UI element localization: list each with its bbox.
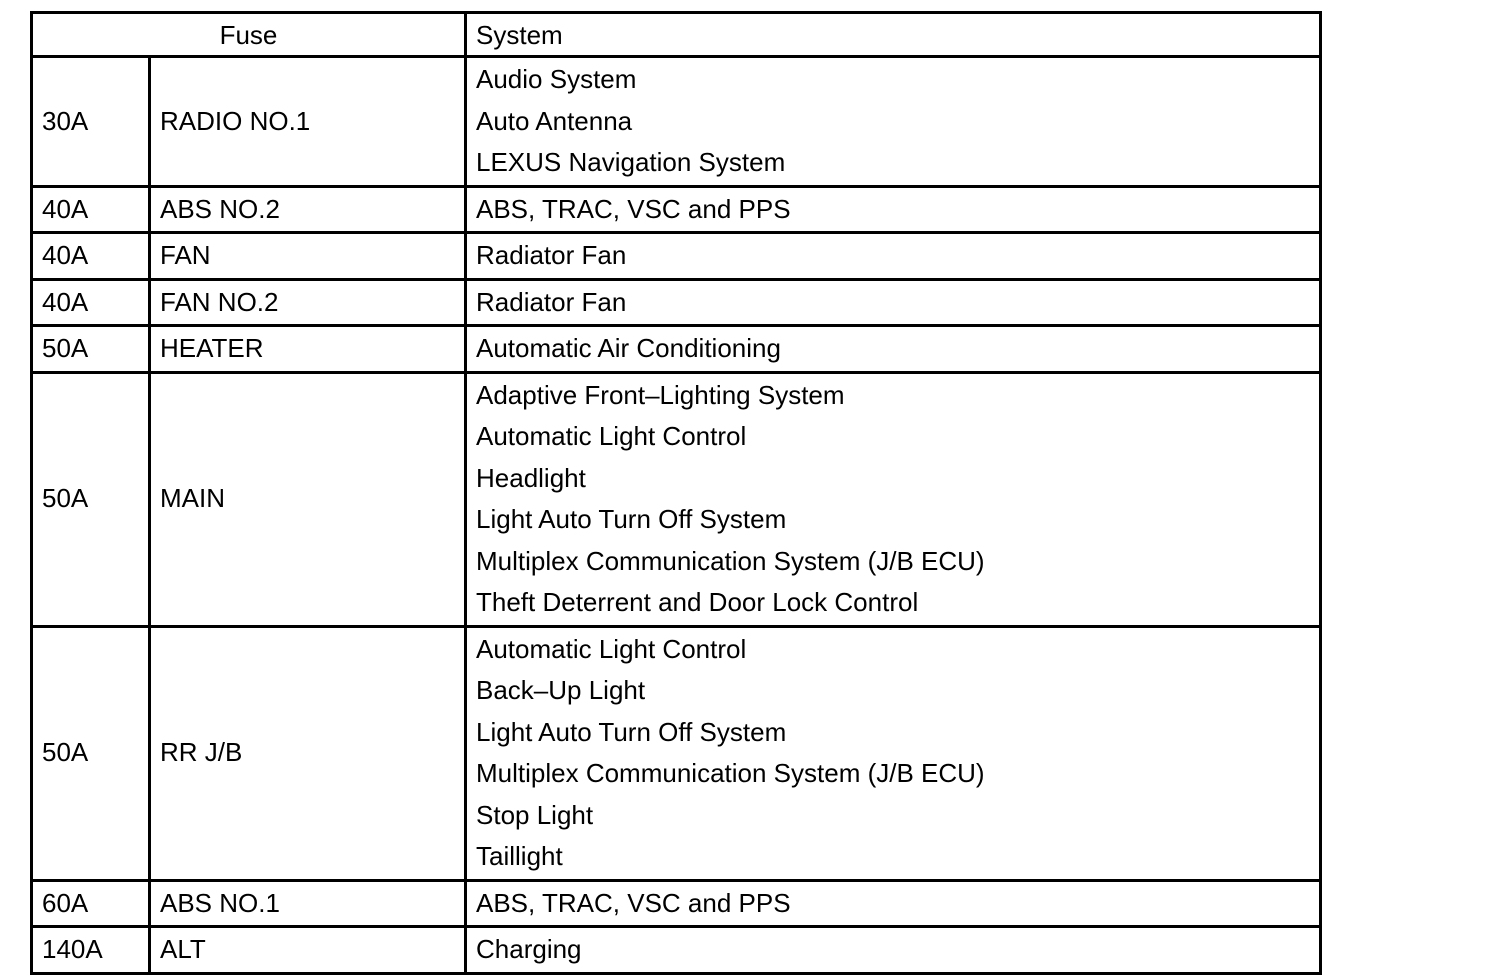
table-row xyxy=(32,57,1321,187)
system-item: Auto Antenna xyxy=(476,105,633,136)
system-item: Multiplex Communication System (J/B ECU) xyxy=(476,758,985,788)
system-item: Audio System xyxy=(476,64,637,94)
fuse-name-cell: HEATER xyxy=(150,326,466,373)
table-row xyxy=(32,233,1321,280)
fuse-amperage-cell: 50A xyxy=(32,372,150,626)
system-item: ABS, TRAC, VSC and PPS xyxy=(476,887,791,918)
fuse-table xyxy=(30,11,1322,975)
system-item: Headlight xyxy=(476,462,586,493)
system-list-cell xyxy=(466,279,1321,326)
table-row xyxy=(32,326,1321,373)
fuse-amperage-cell: 40A xyxy=(32,233,150,280)
table-row xyxy=(32,186,1321,233)
header-row xyxy=(32,13,1321,57)
table-header xyxy=(32,13,1321,57)
fuse-name-cell: ALT xyxy=(150,927,466,974)
fuse-name-cell: ABS NO.2 xyxy=(150,186,466,233)
system-item: Automatic Light Control xyxy=(476,421,747,451)
system-item: Light Auto Turn Off System xyxy=(476,716,787,747)
table-row xyxy=(32,372,1321,626)
system-item: Back–Up Light xyxy=(476,675,646,705)
system-item: Automatic Light Control xyxy=(476,633,747,664)
fuse-amperage-cell: 40A xyxy=(32,186,150,233)
system-list-cell xyxy=(466,626,1321,880)
system-list-cell xyxy=(466,186,1321,233)
fuse-column-header: Fuse xyxy=(32,13,466,57)
system-item: Stop Light xyxy=(476,799,594,830)
system-item: Automatic Air Conditioning xyxy=(476,333,781,363)
table-row xyxy=(32,880,1321,927)
system-item: Radiator Fan xyxy=(476,286,627,317)
system-item: Theft Deterrent and Door Lock Control xyxy=(476,587,919,617)
system-item: ABS, TRAC, VSC and PPS xyxy=(476,193,791,224)
fuse-amperage-cell: 60A xyxy=(32,880,150,927)
fuse-amperage-cell: 50A xyxy=(32,626,150,880)
system-list-cell xyxy=(466,57,1321,187)
table-row xyxy=(32,279,1321,326)
system-item: Taillight xyxy=(476,841,563,871)
system-item: Adaptive Front–Lighting System xyxy=(476,379,845,410)
system-item: LEXUS Navigation System xyxy=(476,147,786,177)
system-item: Light Auto Turn Off System xyxy=(476,504,787,534)
system-item: Multiplex Communication System (J/B ECU) xyxy=(476,545,985,576)
fuse-name-cell: RR J/B xyxy=(150,626,466,880)
system-item: Charging xyxy=(476,934,582,964)
table-row xyxy=(32,927,1321,974)
system-list-cell xyxy=(466,927,1321,974)
fuse-name-cell: RADIO NO.1 xyxy=(150,57,466,187)
fuse-name-cell: ABS NO.1 xyxy=(150,880,466,927)
fuse-amperage-cell: 140A xyxy=(32,927,150,974)
table-row xyxy=(32,626,1321,880)
fuse-amperage-cell: 50A xyxy=(32,326,150,373)
system-list-cell xyxy=(466,372,1321,626)
fuse-amperage-cell: 30A xyxy=(32,57,150,187)
fuse-name-cell: MAIN xyxy=(150,372,466,626)
system-list-cell xyxy=(466,233,1321,280)
system-column-header: System xyxy=(466,13,1321,57)
system-list-cell xyxy=(466,326,1321,373)
system-list-cell xyxy=(466,880,1321,927)
fuse-name-cell: FAN xyxy=(150,233,466,280)
fuse-amperage-cell: 40A xyxy=(32,279,150,326)
fuse-name-cell: FAN NO.2 xyxy=(150,279,466,326)
system-item: Radiator Fan xyxy=(476,240,627,270)
table-body xyxy=(32,57,1321,974)
